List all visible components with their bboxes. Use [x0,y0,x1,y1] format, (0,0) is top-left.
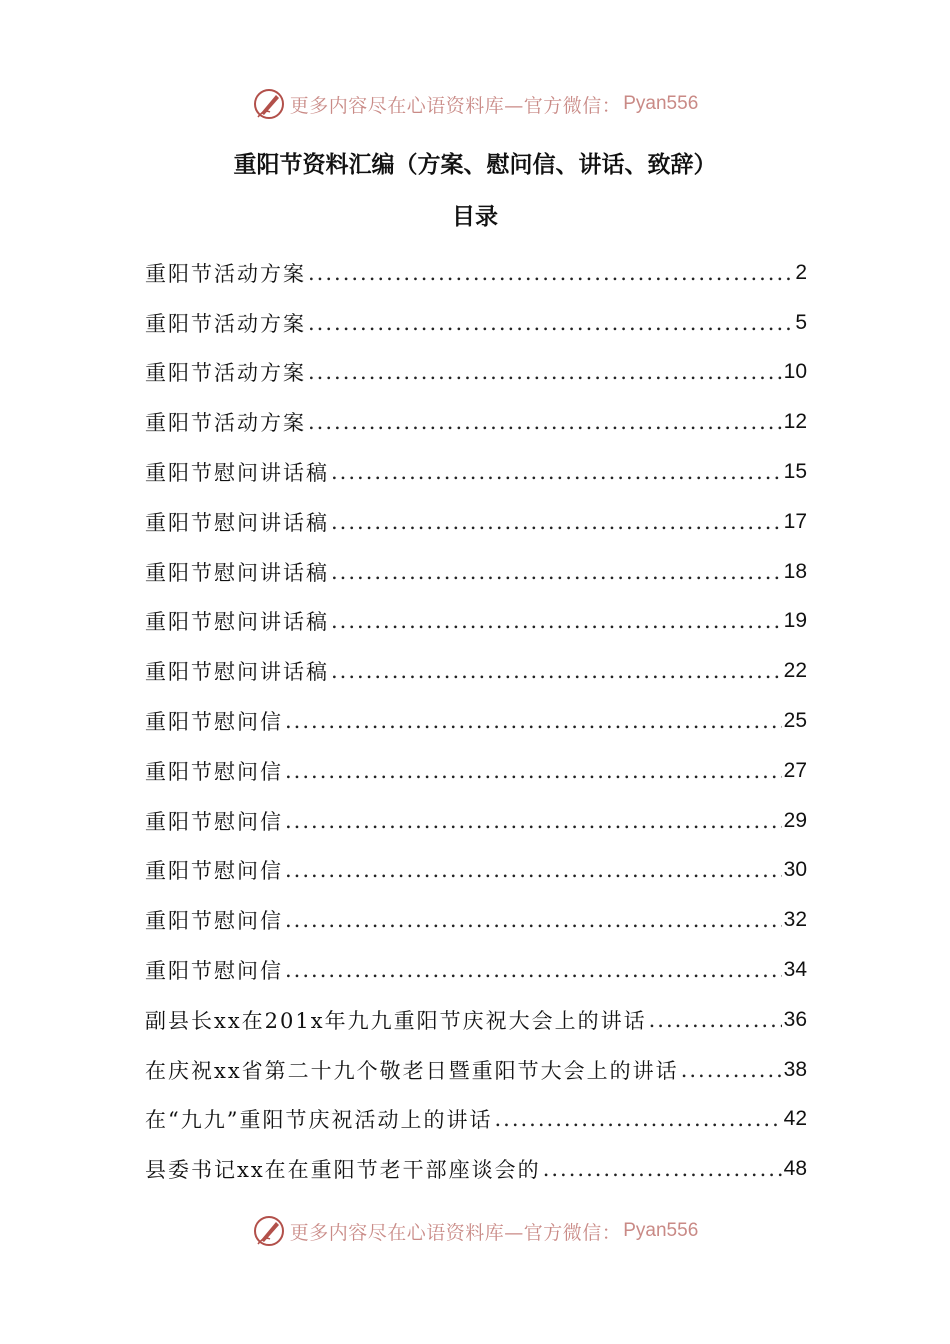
toc-entry-title: 重阳节慰问信 [145,710,283,735]
toc-entry-page: 18 [783,559,807,583]
toc-leader-dots [649,1008,782,1032]
toc-entry-title: 县委书记xx在在重阳节老干部座谈会的 [145,1158,541,1183]
toc-entry-page: 15 [783,460,807,484]
toc-entry[interactable] [145,895,807,945]
toc-entry-title: 重阳节活动方案 [145,311,306,336]
toc-leader-dots [494,1107,781,1131]
toc-entry-title: 副县长xx在201x年九九重阳节庆祝大会上的讲话 [145,1008,647,1033]
toc-entry[interactable] [145,447,807,497]
toc-entry-page: 32 [783,908,807,932]
toc-entry[interactable] [145,796,807,846]
toc-entry-title: 重阳节慰问讲话稿 [145,461,329,486]
toc-entry[interactable] [145,497,807,547]
toc-leader-dots [308,261,793,285]
toc-entry-page: 36 [783,1007,807,1031]
toc-leader-dots [285,759,782,783]
toc-entry[interactable] [145,696,807,746]
toc-entry-page: 27 [783,758,807,782]
toc-leader-dots [285,958,782,982]
toc-leader-dots [308,311,793,335]
toc-entry-title: 在“九九”重阳节庆祝活动上的讲话 [145,1108,493,1133]
toc-entry[interactable] [145,646,807,696]
toc-entry[interactable] [145,597,807,647]
toc-entry-page: 25 [783,709,807,733]
toc-entry-title: 重阳节慰问信 [145,909,283,934]
toc-entry-title: 重阳节慰问信 [145,859,283,884]
toc-leader-dots [285,709,782,733]
toc-entry[interactable] [145,397,807,447]
toc-leader-dots [681,1058,782,1082]
footer-banner-id: Pyan556 [623,1220,699,1241]
toc-heading: 目录 [452,203,498,230]
toc-entry-page: 42 [783,1107,807,1131]
toc-entry[interactable] [145,1045,807,1095]
toc-entry-title: 重阳节慰问讲话稿 [145,610,329,635]
toc-leader-dots [331,560,782,584]
toc-leader-dots [331,460,782,484]
footer-banner [0,1211,950,1251]
toc-entry[interactable] [145,995,807,1045]
toc-entry-page: 19 [783,609,807,633]
toc-entry-title: 在庆祝xx省第二十九个敬老日暨重阳节大会上的讲话 [145,1058,679,1083]
toc-entry[interactable] [145,1144,807,1194]
toc-entry[interactable] [145,846,807,896]
pen-logo-icon [252,1214,286,1248]
header-banner-text: 更多内容尽在心语资料库—官方微信： [289,94,622,117]
toc-entry[interactable] [145,248,807,298]
toc-entry-title: 重阳节活动方案 [145,361,306,386]
toc-leader-dots [543,1157,782,1181]
toc-entry[interactable] [145,945,807,995]
toc-entry[interactable] [145,348,807,398]
header-banner [0,84,950,124]
toc-leader-dots [331,659,782,683]
header-banner-id: Pyan556 [623,93,699,114]
toc-entry[interactable] [145,298,807,348]
toc-leader-dots [285,908,782,932]
toc-entry-page: 22 [783,659,807,683]
toc-entry-page: 5 [795,310,807,334]
toc-entry-title: 重阳节慰问信 [145,959,283,984]
toc-entry-title: 重阳节活动方案 [145,411,306,436]
toc-entry-page: 38 [783,1057,807,1081]
toc-entry-title: 重阳节慰问信 [145,809,283,834]
toc-entry-page: 10 [783,360,807,384]
toc-entry-title: 重阳节活动方案 [145,261,306,286]
toc-entry[interactable] [145,547,807,597]
toc-entry[interactable] [145,746,807,796]
toc-entry-page: 29 [783,808,807,832]
toc-entry-title: 重阳节慰问讲话稿 [145,560,329,585]
toc-entry[interactable] [145,1095,807,1145]
toc-entry-page: 48 [783,1157,807,1181]
toc-entry-title: 重阳节慰问讲话稿 [145,510,329,535]
toc-leader-dots [308,360,782,384]
table-of-contents [145,248,807,1194]
toc-entry-page: 34 [783,958,807,982]
toc-leader-dots [331,609,782,633]
pen-logo-icon [252,87,286,121]
toc-leader-dots [285,809,782,833]
toc-entry-title: 重阳节慰问讲话稿 [145,660,329,685]
toc-leader-dots [285,858,782,882]
toc-entry-page: 12 [783,410,807,434]
toc-entry-page: 2 [795,260,807,284]
toc-leader-dots [308,410,782,434]
toc-entry-page: 30 [783,858,807,882]
toc-entry-page: 17 [783,509,807,533]
document-title: 重阳节资料汇编（方案、慰问信、讲话、致辞） [233,151,717,178]
toc-entry-title: 重阳节慰问信 [145,759,283,784]
toc-leader-dots [331,510,782,534]
footer-banner-text: 更多内容尽在心语资料库—官方微信： [289,1221,622,1244]
